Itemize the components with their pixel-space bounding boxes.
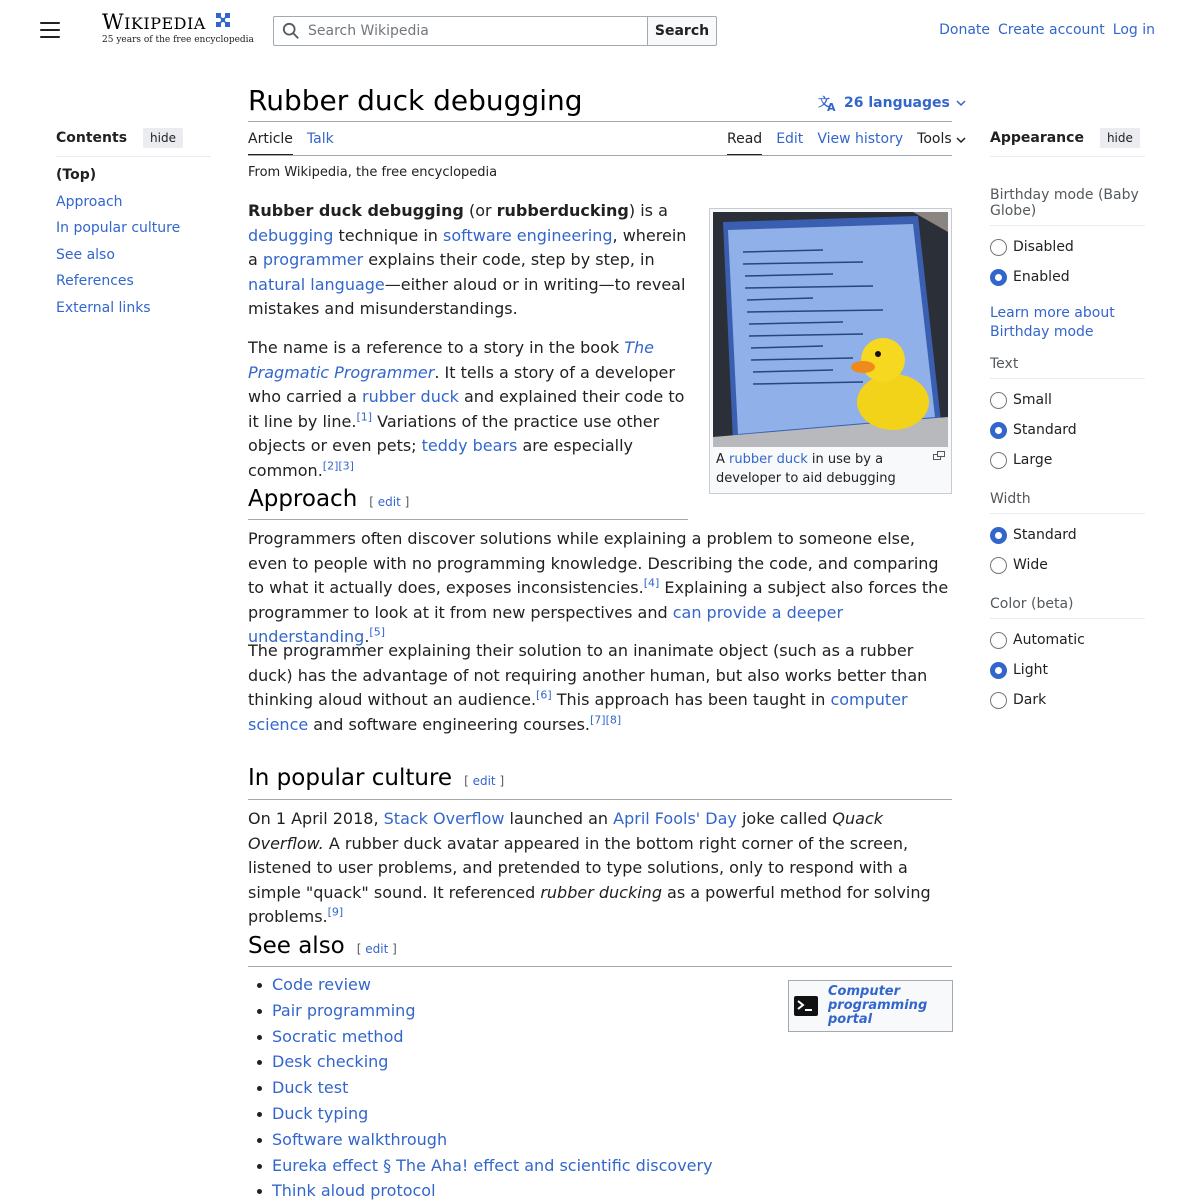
option-label: Automatic	[1013, 632, 1085, 648]
color-label: Color (beta)	[990, 596, 1145, 619]
radio-button[interactable]	[990, 557, 1007, 574]
origin-paragraph	[248, 336, 688, 483]
text: This approach has been taught in	[551, 690, 831, 709]
section-edit: [ edit ]	[464, 774, 505, 788]
portal-box	[788, 980, 953, 1032]
radio-button[interactable]	[990, 527, 1007, 544]
language-count: 26 languages	[844, 95, 950, 111]
toc-item-popular-culture[interactable]: In popular culture	[56, 220, 181, 236]
radio-button[interactable]	[990, 632, 1007, 649]
page-title: Rubber duck debugging	[248, 84, 583, 117]
see-also-link[interactable]: Socratic method	[272, 1026, 404, 1046]
logo-tagline: 25 years of the free encyclopedia	[102, 35, 254, 45]
radio-button[interactable]	[990, 269, 1007, 286]
radio-button[interactable]	[990, 239, 1007, 256]
link-pragmatic-programmer[interactable]: The Pragmatic Programmer	[248, 338, 654, 382]
text: A	[716, 452, 730, 467]
color-automatic-option[interactable]	[990, 625, 1145, 655]
link-natural-language[interactable]: natural language	[248, 274, 385, 294]
see-also-link[interactable]: Duck typing	[272, 1103, 369, 1123]
link-april-fools-day[interactable]: April Fools' Day	[613, 809, 737, 828]
list-item	[248, 1024, 713, 1050]
list-item	[248, 1075, 713, 1101]
list-item	[248, 1049, 713, 1075]
option-label: Dark	[1013, 692, 1047, 708]
text-small-option[interactable]	[990, 385, 1145, 415]
birthday-enabled-option[interactable]	[990, 262, 1145, 292]
search-input[interactable]	[308, 23, 628, 39]
text: .	[364, 627, 370, 646]
option-label: Small	[1013, 392, 1052, 408]
link-programmer[interactable]: programmer	[262, 250, 364, 269]
list-item	[248, 1101, 713, 1127]
option-label: Light	[1013, 662, 1048, 678]
text: explains their code, step by step, in	[363, 250, 655, 269]
radio-button[interactable]	[990, 662, 1007, 679]
tools-menu[interactable]	[917, 131, 966, 156]
edit-section-link[interactable]: edit	[365, 942, 389, 956]
link-debugging[interactable]: debugging	[248, 225, 334, 245]
citation[interactable]: [2]	[322, 459, 339, 473]
chevron-down-icon	[956, 100, 966, 106]
tabs-divider	[248, 155, 952, 156]
heading-popular-culture	[248, 765, 504, 791]
heading-text: In popular culture	[248, 765, 453, 791]
see-also-link[interactable]: Code review	[272, 975, 371, 994]
tab-view-history[interactable]: View history	[817, 131, 904, 147]
table-of-contents	[56, 128, 211, 326]
appearance-hide-button[interactable]: hide	[1100, 128, 1140, 148]
see-also-list	[248, 972, 713, 1200]
text: Programmers often discover solutions while explaining a problem to someone else, even to people with no programming knowledge. Describing the code, and comparing to what it actually does, exposes inconsistencies.	[248, 529, 939, 597]
list-item	[248, 972, 713, 998]
culture-paragraph	[248, 807, 952, 930]
toc-item-references[interactable]: References	[56, 273, 134, 289]
bold-term: rubberducking	[496, 201, 629, 220]
text: joke called	[736, 809, 833, 828]
logo-wordmark: WIKIPEDIA	[102, 10, 206, 34]
text: A rubber duck avatar appeared in the bottom right corner of the screen, listened to user problems, and pretended to type solutions, only to respond with a simple "quack" sound. It referenced	[248, 833, 909, 902]
option-label: Disabled	[1013, 239, 1074, 255]
language-button[interactable]	[818, 94, 966, 112]
citation[interactable]: [9]	[327, 905, 344, 919]
appearance-title: Appearance	[990, 130, 1084, 146]
text: On 1 April 2018,	[248, 809, 384, 828]
svg-text:文: 文	[818, 95, 831, 109]
radio-button[interactable]	[990, 422, 1007, 439]
text: . It tells a story of a developer who carried a	[248, 362, 675, 406]
appearance-panel	[990, 128, 1145, 715]
text: The programmer explaining their solution to an inanimate object (such as a rubber duck) has the advantage of not requiring another human, but also works better than thinking aloud without an audience.	[248, 641, 928, 709]
toc-title: Contents	[56, 130, 128, 146]
citation[interactable]: [7]	[590, 713, 606, 727]
approach-paragraph-2	[248, 639, 952, 737]
heading-see-also	[248, 933, 397, 959]
width-standard-option[interactable]	[990, 520, 1145, 550]
see-also-link[interactable]: Eureka effect § The Aha! effect and scientific discovery	[272, 1155, 713, 1175]
link-teddy-bears[interactable]: teddy bears	[421, 436, 518, 455]
heading-divider	[248, 799, 952, 800]
citation[interactable]: [3]	[338, 459, 354, 473]
italic-text: Quack Overflow.	[248, 809, 884, 853]
heading-divider	[248, 966, 952, 967]
see-also-link[interactable]: Software walkthrough	[272, 1129, 448, 1149]
login-link[interactable]: Log in	[1112, 22, 1155, 38]
option-label: Large	[1013, 452, 1053, 468]
width-label: Width	[990, 491, 1145, 514]
search-box[interactable]	[273, 16, 649, 46]
link-rubber-duck-caption[interactable]: rubber duck	[729, 452, 808, 467]
see-also-link[interactable]: Duck test	[272, 1078, 349, 1098]
italic-text: rubber ducking	[540, 882, 662, 902]
list-item	[248, 998, 713, 1024]
text: in use by a developer to aid debugging	[716, 452, 896, 486]
link-stack-overflow[interactable]: Stack Overflow	[383, 809, 505, 828]
edit-section-link[interactable]: edit	[472, 774, 496, 788]
title-divider	[248, 121, 952, 122]
approach-paragraph-1	[248, 527, 952, 650]
translate-icon	[818, 94, 838, 112]
tab-article[interactable]: Article	[248, 131, 293, 156]
view-tabs	[727, 131, 966, 156]
text: are especially common.	[248, 436, 633, 480]
birthday-mode-label: Birthday mode (Baby Globe)	[990, 187, 1145, 226]
text: (or	[463, 201, 497, 220]
citation[interactable]: [5]	[369, 625, 385, 639]
search-button[interactable]: Search	[647, 16, 717, 46]
toc-item-approach[interactable]: Approach	[56, 193, 123, 210]
text: , wherein a	[248, 225, 687, 269]
text: and explained their code to it line by line.	[248, 387, 685, 431]
text-large-option[interactable]	[990, 445, 1145, 475]
list-item	[248, 1127, 713, 1153]
heading-divider	[248, 519, 688, 520]
toc-item-external-links[interactable]: External links	[56, 299, 151, 316]
section-edit: [ edit ]	[369, 495, 410, 509]
link-computer-science[interactable]: computer science	[248, 690, 908, 734]
svg-text:A: A	[827, 101, 836, 112]
donate-link[interactable]: Donate	[939, 22, 991, 38]
see-also-link[interactable]: Desk checking	[272, 1052, 389, 1072]
option-label: Enabled	[1013, 269, 1070, 285]
color-dark-option[interactable]	[990, 685, 1145, 715]
tab-read[interactable]: Read	[727, 131, 762, 156]
citation[interactable]: [4]	[643, 576, 660, 590]
link-rubber-duck[interactable]: rubber duck	[362, 387, 459, 406]
list-item	[248, 1178, 713, 1200]
see-also-link[interactable]: Pair programming	[272, 1000, 416, 1020]
search-icon	[282, 22, 300, 40]
puzzle-globe-icon	[213, 10, 233, 30]
tools-label: Tools	[917, 131, 952, 147]
tab-edit[interactable]: Edit	[776, 131, 804, 147]
text-size-label: Text	[990, 356, 1145, 379]
bold-term: Rubber duck debugging	[248, 201, 464, 220]
namespace-tabs	[248, 131, 334, 156]
link-software-engineering[interactable]: software engineering	[442, 225, 613, 245]
site-tagline: From Wikipedia, the free encyclopedia	[248, 165, 498, 180]
birthday-learn-more-link[interactable]: Learn more about Birthday mode	[990, 305, 1115, 340]
heading-text: Approach	[248, 486, 358, 512]
text: and software engineering courses.	[308, 714, 590, 734]
color-light-option[interactable]	[990, 655, 1145, 685]
citation[interactable]: [8]	[605, 713, 622, 727]
text: launched an	[504, 809, 614, 828]
text-standard-option[interactable]	[990, 415, 1145, 445]
article-figure	[709, 208, 952, 494]
link-deeper-understanding[interactable]: can provide a deeper understanding	[248, 602, 844, 646]
radio-button[interactable]	[990, 452, 1007, 469]
terminal-icon	[794, 996, 818, 1016]
chevron-down-icon	[956, 137, 966, 143]
citation[interactable]: [6]	[536, 688, 552, 702]
toc-hide-button[interactable]: hide	[143, 128, 183, 148]
text: as a powerful method for solving problems.	[248, 882, 931, 926]
option-label: Standard	[1013, 527, 1077, 543]
heading-approach	[248, 486, 409, 512]
main-menu-button[interactable]	[40, 22, 60, 40]
list-item	[248, 1153, 713, 1179]
see-also-link[interactable]: Think aloud protocol	[272, 1181, 436, 1200]
citation[interactable]: [1]	[356, 410, 373, 424]
edit-section-link[interactable]: edit	[377, 495, 401, 509]
text: The name is a reference to a story in the book	[248, 338, 625, 357]
option-label: Standard	[1013, 422, 1077, 438]
tab-talk[interactable]: Talk	[306, 131, 334, 147]
portal-link[interactable]: Computer programming portal	[828, 984, 928, 1027]
radio-button[interactable]	[990, 392, 1007, 409]
section-edit: [ edit ]	[356, 942, 397, 956]
rubber-duck-photo[interactable]	[713, 212, 948, 447]
text: Explaining a subject also forces the programmer to look at it from new perspectives and	[248, 578, 949, 622]
figure-caption	[713, 447, 948, 488]
option-label: Wide	[1013, 557, 1048, 573]
text: Variations of the practice use other objects or even pets;	[248, 411, 660, 455]
heading-text: See also	[248, 933, 345, 959]
text: ) is a	[628, 201, 668, 220]
width-wide-option[interactable]	[990, 550, 1145, 580]
wikipedia-logo[interactable]	[102, 10, 254, 50]
toc-item-top[interactable]: (Top)	[56, 167, 97, 183]
enlarge-icon[interactable]	[933, 451, 945, 460]
user-links	[939, 22, 1155, 38]
text: technique in	[333, 225, 443, 245]
intro-paragraph	[248, 199, 688, 322]
birthday-disabled-option[interactable]	[990, 232, 1145, 262]
create-account-link[interactable]: Create account	[998, 22, 1105, 38]
radio-button[interactable]	[990, 692, 1007, 709]
toc-item-see-also[interactable]: See also	[56, 246, 115, 263]
text: —either aloud or in writing—to reveal mistakes and misunderstandings.	[248, 274, 686, 318]
